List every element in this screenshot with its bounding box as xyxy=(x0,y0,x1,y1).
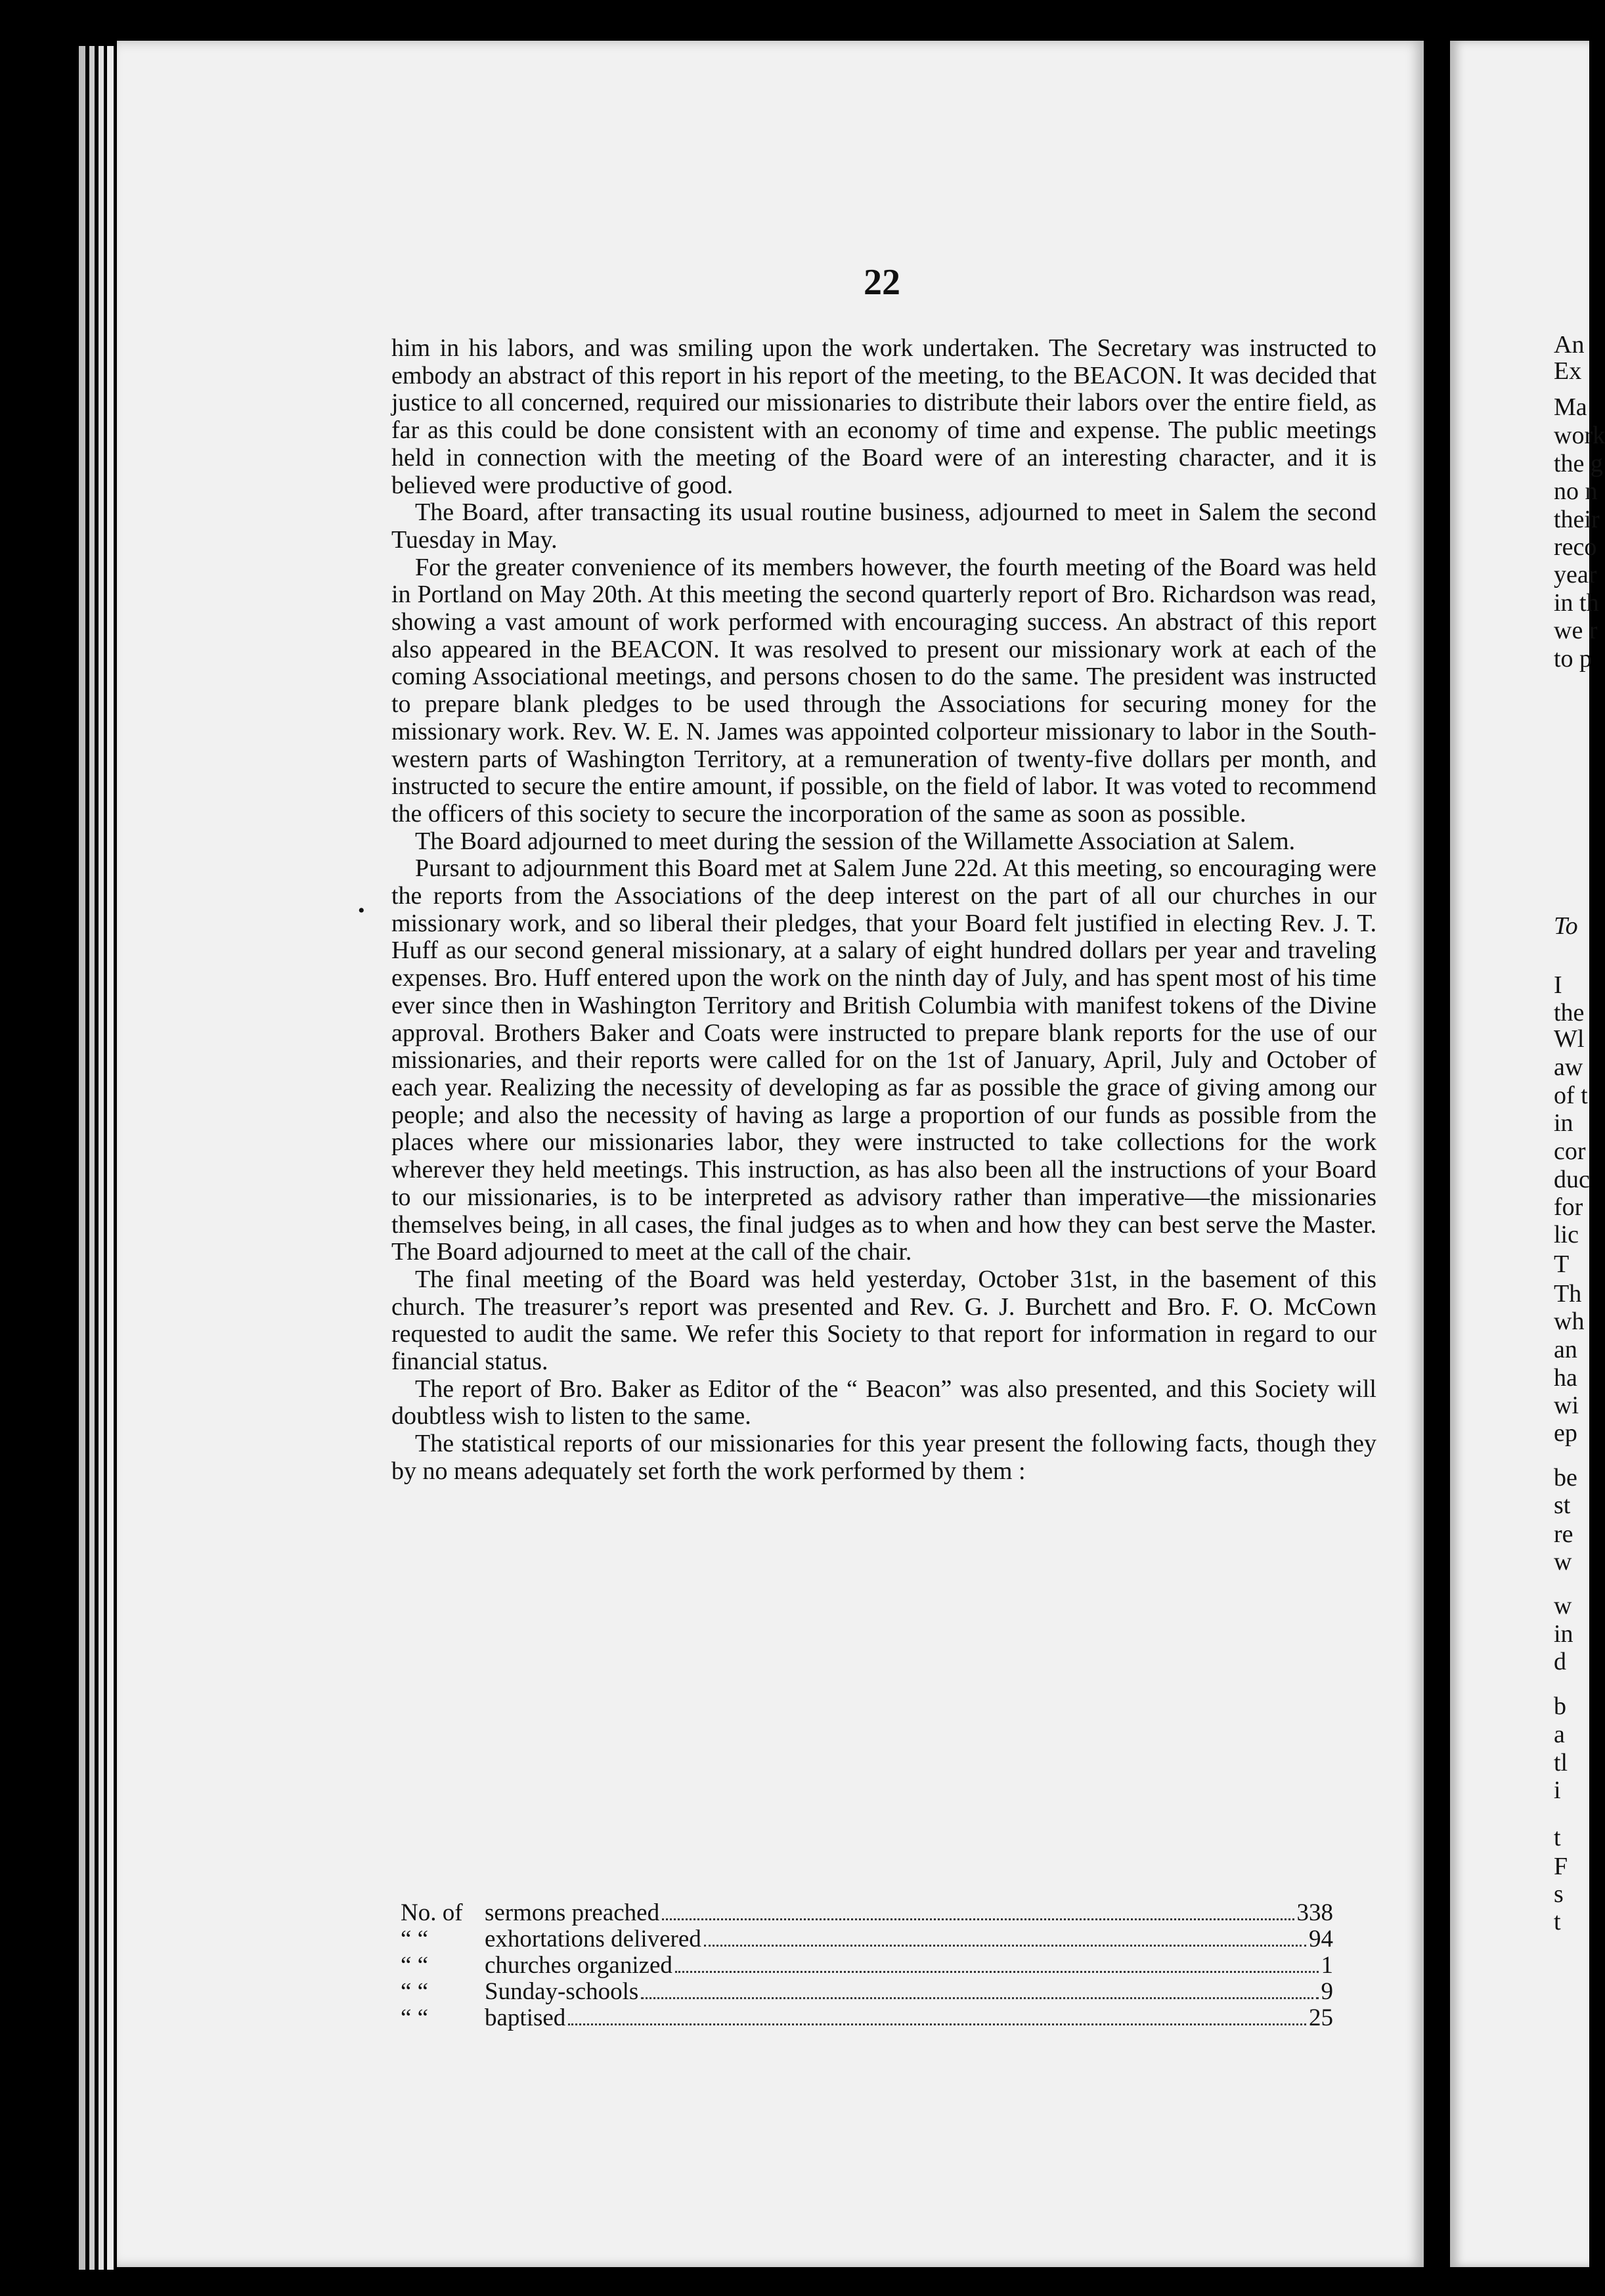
paragraph: The Board adjourned to meet during the session of the Willamette Association at Salem. xyxy=(415,827,1296,855)
right-page-fragment: t xyxy=(1554,1908,1561,1935)
book-edge xyxy=(99,46,104,2270)
paragraph: The Board, after transacting its usual routine business, adjourned to meet in Salem the second Tuesday in May. xyxy=(391,498,1376,554)
book-edge xyxy=(107,46,114,2270)
right-page-fragment: wi xyxy=(1554,1392,1579,1419)
right-page-fragment: in th xyxy=(1554,589,1599,617)
stat-label: sermons preached xyxy=(485,1899,660,1926)
right-page-fragment: of t xyxy=(1554,1082,1588,1109)
right-page-fragment: the xyxy=(1554,999,1585,1027)
right-page-fragment: Ma xyxy=(1554,393,1587,421)
stat-row xyxy=(401,1926,1333,1953)
stat-value: 338 xyxy=(1296,1899,1333,1926)
report-body xyxy=(391,335,1376,1486)
dot-leader xyxy=(675,1971,1319,1973)
right-page-fragment: I xyxy=(1554,971,1562,999)
paragraph: The statistical reports of our missionaries for this year present the following facts, though they by no means adequately set forth the work performed by them : xyxy=(391,1430,1376,1485)
paragraph: The report of Bro. Baker as Editor of the “ Beacon” was also presented, and this Society will doubtless wish to listen to the same. xyxy=(391,1375,1376,1430)
dot-leader xyxy=(641,1997,1318,1999)
right-page-fragment: Ex xyxy=(1554,357,1582,385)
stat-prefix: “ “ xyxy=(401,2004,429,2031)
stat-row xyxy=(401,1900,1333,1926)
statistics-list xyxy=(401,1900,1333,2031)
right-page-fragment: no n xyxy=(1554,477,1598,505)
paragraph: Pursant to adjournment this Board met at Salem June 22d. At this meeting, so encouraging were the reports from the Associations of the deep interest on the part of all our churches in our missionary work, and so liberal their pledges, that your Board felt justified in electing Rev. J. T. Huff as our second general missionary, at a salary of eight hundred dollars per year and traveling expenses. Bro. Huff entered upon the work on the ninth day of July, and has spent most of his time ever since then in Washington Territory and British Columbia with manifest tokens of the Divine approval. Brothers Baker and Coats were instructed to prepare blank reports for the use of our missionaries, and their reports were called for on the 1st of January, April, July and October of each year. Realizing the necessity of developing as far as possible the grace of giving among our people; and also the necessity of having as large a proportion of our funds as possible from the places where our missionaries labor, they were instructed to take collections for the work wherever they held meetings. This instruction, as has also been all the instructions of your Board to our missionaries, is to be interpreted as advisory rather than imperative—the missionaries themselves being, in all cases, the final judges as to when and how they can best serve the Master. The Board adjourned to meet at the call of the chair. xyxy=(391,854,1376,1266)
right-page-fragment: in xyxy=(1554,1620,1573,1648)
right-page-fragment: re xyxy=(1554,1520,1573,1548)
stat-label: Sunday-schools xyxy=(485,1978,639,2005)
right-page-fragment: i xyxy=(1554,1777,1561,1804)
right-page-fragment: their xyxy=(1554,506,1600,533)
right-page-fragment: t xyxy=(1554,1824,1561,1851)
right-page-fragment: aw xyxy=(1554,1053,1583,1081)
right-page-fragment: ha xyxy=(1554,1364,1577,1392)
right-page-fragment: Wl xyxy=(1554,1025,1585,1053)
right-page-fragment: work xyxy=(1554,422,1605,449)
right-page-fragment: wh xyxy=(1554,1308,1585,1335)
right-page-fragment: To xyxy=(1554,912,1578,940)
dot-leader xyxy=(704,1945,1306,1947)
right-page-fragment: cor xyxy=(1554,1137,1586,1165)
right-page-fragment: b xyxy=(1554,1692,1566,1720)
dot-leader xyxy=(568,2023,1306,2025)
stat-value: 25 xyxy=(1309,2004,1333,2031)
right-page-fragment: Th xyxy=(1554,1280,1582,1308)
right-page-fragment: the g xyxy=(1554,450,1603,477)
right-page-fragment: an xyxy=(1554,1336,1577,1363)
stat-prefix: “ “ xyxy=(401,1978,429,2005)
right-page-fragment: s xyxy=(1554,1880,1564,1908)
paragraph: For the greater convenience of its members however, the fourth meeting of the Board was held in Portland on May 20th. At this meeting the second quarterly report of Bro. Richardson was read, showing a vast amount of work performed with encouraging success. An abstract of this report also appeared in the BEACON. It was resolved to present our missionary work at each of the coming Associational meetings, and persons chosen to do the same. The president was instructed to prepare blank pledges to be used through the Associations for securing money for the missionary work. Rev. W. E. N. James was appointed colporteur missionary to labor in the South-western parts of Washington Territory, at a remuneration of twenty-five dollars per month, and instructed to secure the entire amount, if possible, on the field of labor. It was voted to recommend the officers of this society to secure the incorporation of the same as soon as possible. xyxy=(391,553,1376,828)
stat-label: baptised xyxy=(485,2004,566,2031)
stat-row xyxy=(401,1979,1333,2005)
stat-label: churches organized xyxy=(485,1952,672,1979)
right-page-fragment: tl xyxy=(1554,1749,1568,1777)
right-page-fragment: be xyxy=(1554,1464,1577,1491)
paragraph: The final meeting of the Board was held yesterday, October 31st, in the basement of this church. The treasurer’s report was presented and Rev. G. J. Burchett and Bro. F. O. McCown requested to audit the same. We refer this Society to that report for information in regard to our financial status. xyxy=(391,1265,1376,1376)
margin-mark: • xyxy=(358,900,365,921)
stat-value: 9 xyxy=(1321,1978,1333,2005)
stat-value: 94 xyxy=(1309,1926,1333,1953)
stat-prefix: No. of xyxy=(401,1899,463,1926)
page-number: 22 xyxy=(864,262,900,303)
right-page-fragment: a xyxy=(1554,1721,1565,1748)
stat-prefix: “ “ xyxy=(401,1952,429,1979)
stat-row xyxy=(401,1953,1333,1979)
right-page-fragment: to p xyxy=(1554,645,1593,673)
book-edge xyxy=(89,46,95,2270)
paragraph: him in his labors, and was smiling upon the work undertaken. The Secretary was instructed to embody an abstract of this report in his report of the meeting, to the BEACON. It was decided that justice to all concerned, required our missionaries to distribute their labors over the entire field, as far as this could be done consistent with an economy of time and expense. The public meetings held in connection with the meeting of the Board were of an interesting character, and it is believed were productive of good. xyxy=(391,334,1376,499)
right-page-fragment: T xyxy=(1554,1250,1570,1278)
stat-row xyxy=(401,2005,1333,2031)
right-page-fragment: w xyxy=(1554,1592,1572,1620)
right-page-fragment: reco xyxy=(1554,533,1597,561)
stat-label: exhortations delivered xyxy=(485,1926,701,1953)
right-page-fragment: w xyxy=(1554,1548,1572,1576)
right-page-fragment: duc xyxy=(1554,1166,1590,1193)
right-page-fragment: F xyxy=(1554,1853,1568,1880)
right-page-fragment: year xyxy=(1554,561,1597,588)
right-page-fragment: in xyxy=(1554,1109,1573,1137)
stat-prefix: “ “ xyxy=(401,1926,429,1953)
book-edge xyxy=(79,46,85,2270)
right-page-fragment: lic xyxy=(1554,1221,1579,1248)
right-page-fragment: we r xyxy=(1554,617,1598,644)
dot-leader xyxy=(662,1918,1294,1920)
right-page-fragment: d xyxy=(1554,1648,1566,1675)
right-page-fragment: ep xyxy=(1554,1419,1577,1447)
right-page-fragment: An xyxy=(1554,331,1585,359)
stat-value: 1 xyxy=(1321,1952,1333,1979)
right-page-fragment: for xyxy=(1554,1193,1583,1221)
right-page-fragment: st xyxy=(1554,1491,1571,1519)
